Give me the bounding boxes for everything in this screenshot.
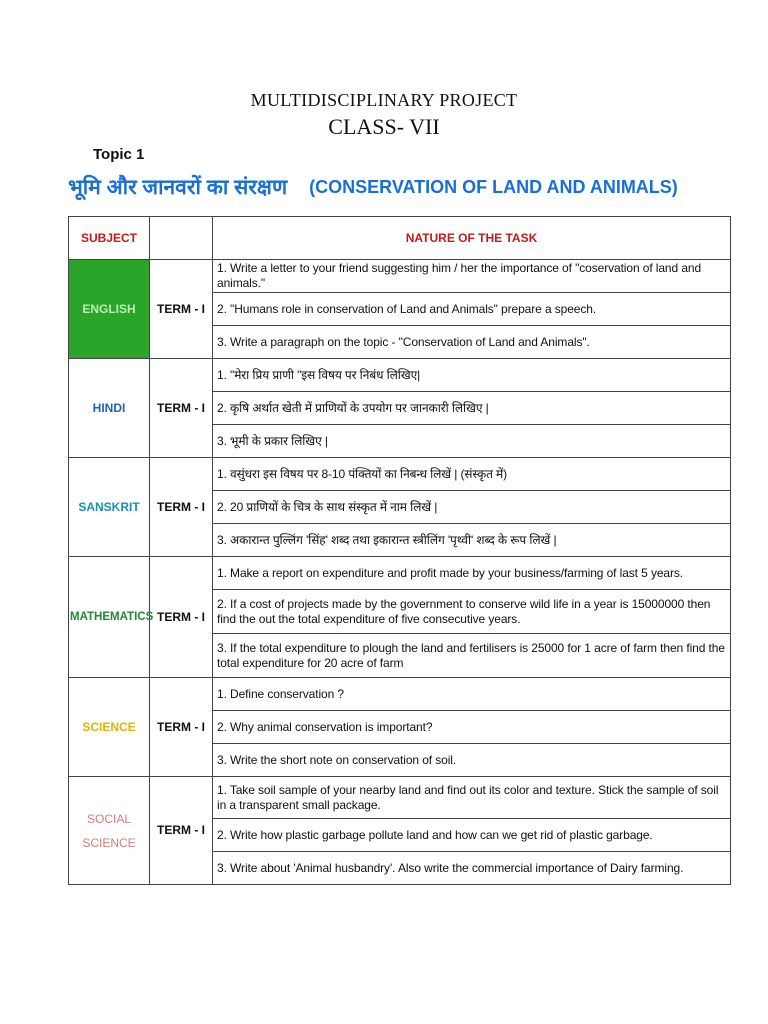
task-cell: 2. Why animal conservation is important? (213, 711, 731, 744)
task-cell: 3. If the total expenditure to plough the land and fertilisers is 25000 for 1 acre of farm then find the total expenditure for 20 acre of farm (213, 634, 731, 678)
table-row (69, 777, 731, 819)
term-cell: TERM - I (150, 557, 213, 678)
project-title: MULTIDISCIPLINARY PROJECT (250, 90, 518, 110)
term-cell: TERM - I (150, 458, 213, 557)
subject-hindi: HINDI (69, 359, 150, 458)
task-cell: 3. Write the short note on conservation of soil. (213, 744, 731, 777)
task-cell: 3. Write a paragraph on the topic - "Conservation of Land and Animals". (213, 326, 731, 359)
task-cell: 3. अकारान्त पुल्लिंग 'सिंह' शब्द तथा इकारान्त स्त्रीलिंग 'पृथ्वी' शब्द के रूप लिखें | (213, 524, 731, 557)
nature-column-header: NATURE OF THE TASK (213, 217, 731, 260)
task-cell: 2. 20 प्राणियों के चित्र के साथ संस्कृत में नाम लिखें | (213, 491, 731, 524)
task-cell: 1. Write a letter to your friend suggesting him / her the importance of "coservation of land and animals." (213, 260, 731, 293)
subject-mathematics: MATHEMATICS (69, 557, 150, 678)
term-cell: TERM - I (150, 678, 213, 777)
subject-column-header: SUBJECT (69, 217, 150, 260)
subject-social-science: SOCIAL SCIENCE (69, 777, 150, 885)
term-cell: TERM - I (150, 777, 213, 885)
task-cell: 1. वसुंधरा इस विषय पर 8-10 पंक्तियों का निबन्ध लिखें | (संस्कृत में) (213, 458, 731, 491)
task-table (68, 216, 731, 885)
topic-heading-hindi: भूमि और जानवरों का संरक्षण (68, 176, 288, 199)
task-cell: 2. "Humans role in conservation of Land and Animals" prepare a speech. (213, 293, 731, 326)
task-cell: 1. "मेरा प्रिय प्राणी "इस विषय पर निबंध लिखिए| (213, 359, 731, 392)
subject-english: ENGLISH (69, 260, 150, 359)
table-row (69, 557, 731, 590)
task-cell: 2. If a cost of projects made by the government to conserve wild life in a year is 15000000 then find the out the total expenditure of five consecutive years. (213, 590, 731, 634)
table-row (69, 359, 731, 392)
term-column-header (150, 217, 213, 260)
topic-heading (68, 170, 678, 204)
term-cell: TERM - I (150, 260, 213, 359)
table-row (69, 678, 731, 711)
table-header-row (69, 217, 731, 260)
task-cell: 1. Define conservation ? (213, 678, 731, 711)
table-row (69, 260, 731, 293)
task-cell: 1. Take soil sample of your nearby land and find out its color and texture. Stick the sample of soil in a transparent small package. (213, 777, 731, 819)
task-cell: 1. Make a report on expenditure and profit made by your business/farming of last 5 years. (213, 557, 731, 590)
task-cell: 3. Write about 'Animal husbandry'. Also write the commercial importance of Dairy farming. (213, 852, 731, 885)
term-cell: TERM - I (150, 359, 213, 458)
subject-sanskrit: SANSKRIT (69, 458, 150, 557)
task-cell: 3. भूमी के प्रकार लिखिए | (213, 425, 731, 458)
topic-heading-english: (CONSERVATION OF LAND AND ANIMALS) (309, 176, 678, 197)
class-title: CLASS- VII (328, 114, 440, 139)
task-cell: 2. कृषि अर्थात खेती में प्राणियों के उपयोग पर जानकारी लिखिए | (213, 392, 731, 425)
task-cell: 2. Write how plastic garbage pollute land and how can we get rid of plastic garbage. (213, 819, 731, 852)
topic-label: Topic 1 (93, 146, 145, 163)
table-row (69, 458, 731, 491)
subject-science: SCIENCE (69, 678, 150, 777)
